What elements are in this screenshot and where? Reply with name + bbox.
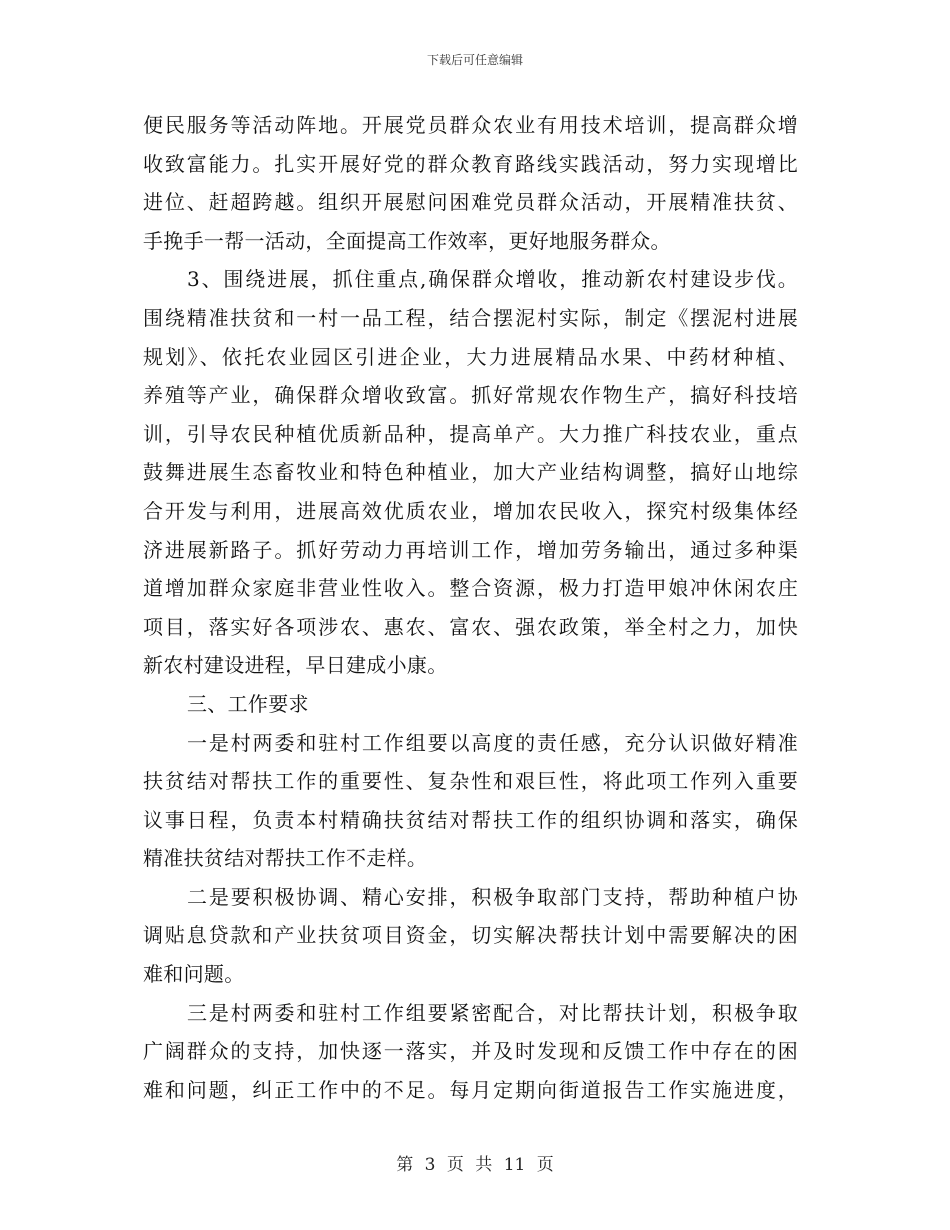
text-line: 难和问题，纠正工作中的不足。每月定期向街道报告工作实施进度，: [143, 1077, 798, 1102]
text-line: 训，引导农民种植优质新品种，提高单产。大力推广科技农业，重点: [143, 421, 798, 446]
document-body: [143, 106, 798, 1109]
text-line: 精准扶贫结对帮扶工作不走样。: [143, 846, 428, 871]
text-line: 收致富能力。扎实开展好党的群众教育路线实践活动，努力实现增比: [143, 151, 798, 176]
text-line: 调贴息贷款和产业扶贫项目资金，切实解决帮扶计划中需要解决的困: [143, 923, 798, 948]
text-line: 道增加群众家庭非营业性收入。整合资源，极力打造甲娘冲休闲农庄: [143, 576, 798, 601]
text-line: 扶贫结对帮扶工作的重要性、复杂性和艰巨性，将此项工作列入重要: [143, 769, 798, 794]
text-line: 议事日程，负责本村精确扶贫结对帮扶工作的组织协调和落实，确保: [143, 807, 798, 832]
text-line: 新农村建设进程，早日建成小康。: [143, 653, 448, 678]
text-line: 三、工作要求: [187, 691, 309, 716]
text-line: 项目，落实好各项涉农、惠农、富农、强农政策，举全村之力，加快: [143, 614, 798, 639]
text-line: 手挽手一帮一活动，全面提高工作效率，更好地服务群众。: [143, 228, 671, 253]
text-line: 鼓舞进展生态畜牧业和特色种植业，加大产业结构调整，搞好山地综: [143, 460, 798, 485]
text-line: 便民服务等活动阵地。开展党员群众农业有用技术培训，提高群众增: [143, 113, 798, 137]
text-line: 二是要积极协调、精心安排，积极争取部门支持，帮助种植户协: [187, 884, 798, 909]
text-line: 进位、赶超跨越。组织开展慰问困难党员群众活动，开展精准扶贫、: [143, 190, 798, 215]
text-line: 3、围绕进展，抓住重点,确保群众增收，推动新农村建设步伐。: [187, 267, 798, 292]
text-line: 规划》、依托农业园区引进企业，大力进展精品水果、中药材种植、: [143, 344, 798, 369]
page-footer: 第 3 页 共 11 页: [396, 1155, 554, 1175]
text-line: 难和问题。: [143, 962, 245, 987]
text-line: 广阔群众的支持，加快逐一落实，并及时发现和反馈工作中存在的困: [143, 1039, 798, 1064]
text-line: 养殖等产业，确保群众增收致富。抓好常规农作物生产，搞好科技培: [143, 383, 798, 408]
text-line: 一是村两委和驻村工作组要以高度的责任感，充分认识做好精准: [187, 730, 798, 755]
text-line: 三是村两委和驻村工作组要紧密配合，对比帮扶计划，积极争取: [187, 1000, 798, 1025]
text-line: 济进展新路子。抓好劳动力再培训工作，增加劳务输出，通过多种渠: [143, 537, 798, 562]
page-header: 下载后可任意编辑: [426, 53, 523, 67]
text-line: 围绕精准扶贫和一村一品工程，结合摆泥村实际，制定《摆泥村进展: [143, 305, 798, 330]
text-line: 合开发与利用，进展高效优质农业，增加农民收入，探究村级集体经: [143, 498, 798, 523]
